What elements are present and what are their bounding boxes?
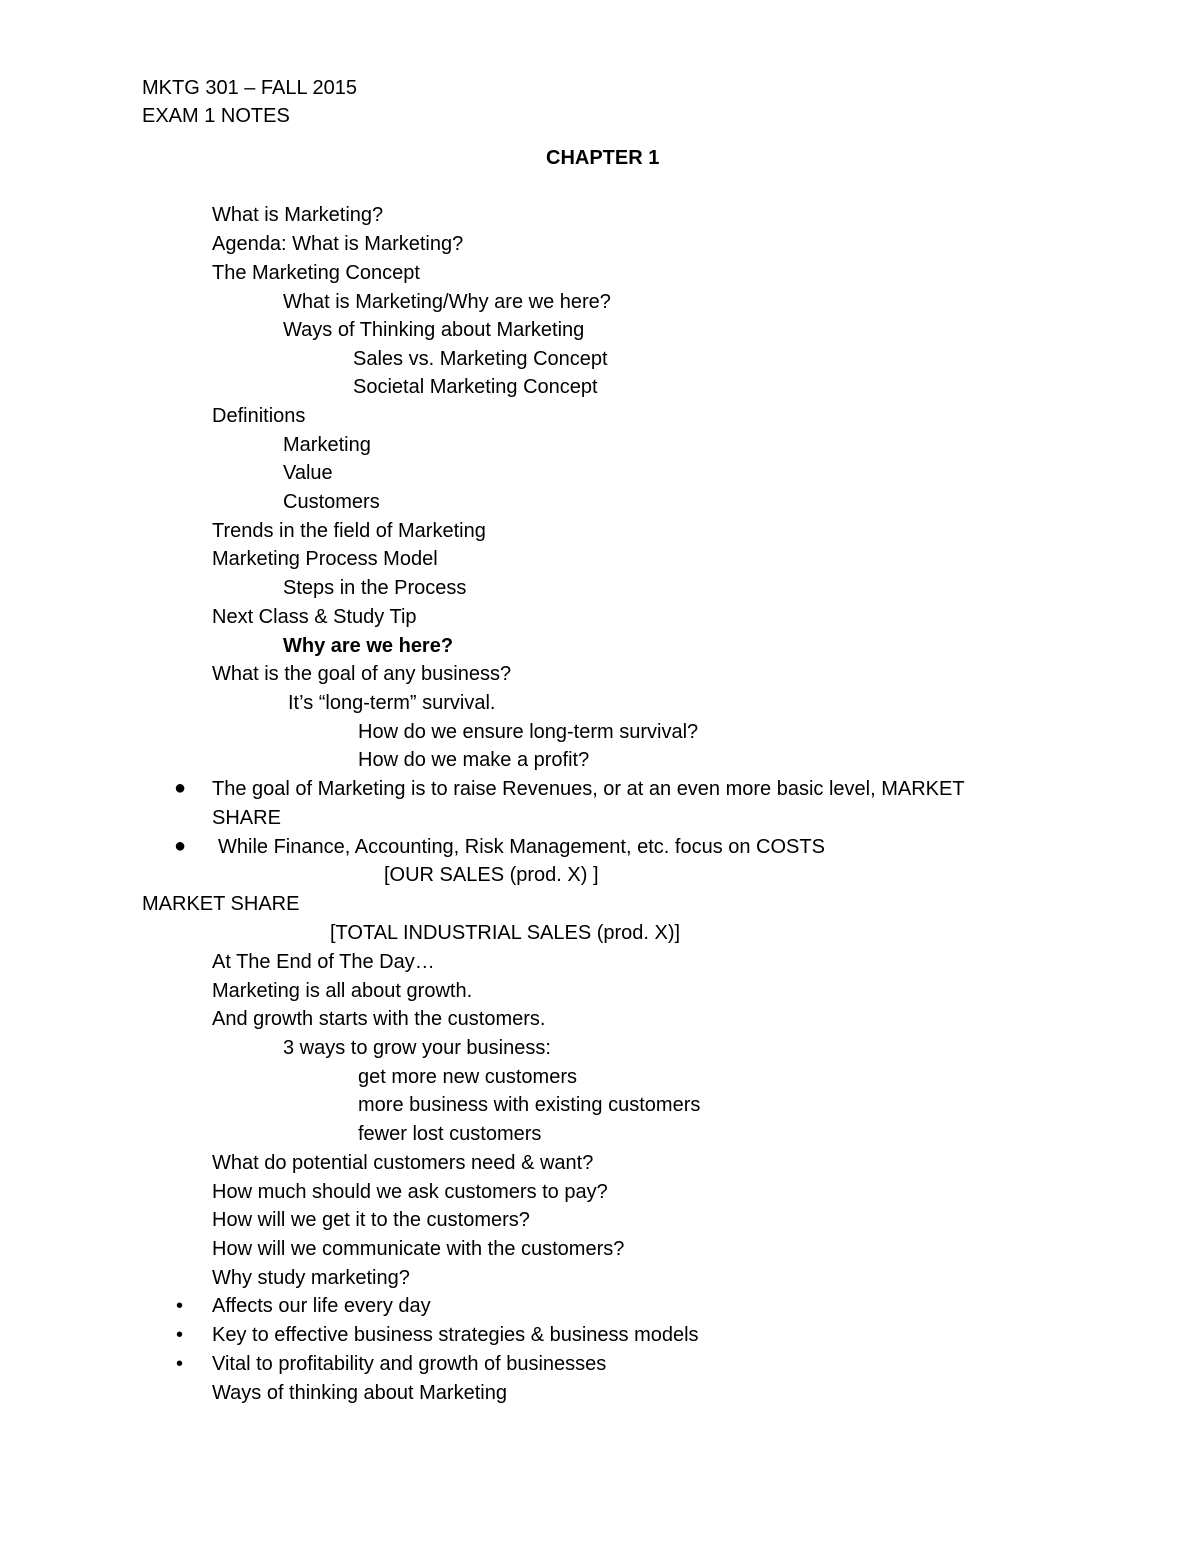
- bullet-text: SHARE: [212, 807, 281, 829]
- text-line: 3 ways to grow your business:: [283, 1037, 551, 1059]
- bullet-icon: •: [176, 1353, 184, 1375]
- outline-item: Trends in the field of Marketing: [212, 520, 486, 542]
- outline-subitem: Value: [283, 462, 333, 484]
- outline-subitem: Customers: [283, 491, 380, 513]
- outline-item: Marketing Process Model: [212, 548, 438, 570]
- text-line: What is the goal of any business?: [212, 663, 512, 685]
- chapter-heading: CHAPTER 1: [546, 147, 660, 169]
- bullet-icon: •: [176, 1295, 184, 1317]
- bullet-text: The goal of Marketing is to raise Revenues, or at an even more basic level, MARKET: [212, 778, 965, 800]
- bullet-icon: ●: [174, 777, 187, 799]
- text-line: Ways of thinking about Marketing: [212, 1382, 507, 1404]
- list-item: more business with existing customers: [358, 1094, 701, 1116]
- outline-subsubitem: Sales vs. Marketing Concept: [353, 348, 608, 370]
- text-line: How will we communicate with the customers?: [212, 1238, 625, 1260]
- bullet-icon: ●: [174, 835, 187, 857]
- section-heading: Why are we here?: [283, 635, 454, 657]
- formula-label: MARKET SHARE: [142, 893, 300, 915]
- bullet-text: Key to effective business strategies & business models: [212, 1324, 699, 1346]
- bullet-text: While Finance, Accounting, Risk Management, etc. focus on COSTS: [218, 836, 825, 858]
- document-subtitle: EXAM 1 NOTES: [142, 105, 290, 127]
- text-line: What do potential customers need & want?: [212, 1152, 594, 1174]
- text-line: How do we make a profit?: [358, 749, 590, 771]
- outline-item: Agenda: What is Marketing?: [212, 233, 464, 255]
- text-line: Why study marketing?: [212, 1267, 410, 1289]
- bullet-text: Vital to profitability and growth of businesses: [212, 1353, 607, 1375]
- formula-denominator: [TOTAL INDUSTRIAL SALES (prod. X)]: [330, 922, 681, 944]
- outline-item: Definitions: [212, 405, 306, 427]
- list-item: get more new customers: [358, 1066, 577, 1088]
- bullet-icon: •: [176, 1324, 184, 1346]
- outline-subitem: Ways of Thinking about Marketing: [283, 319, 585, 341]
- course-title: MKTG 301 – FALL 2015: [142, 77, 357, 99]
- text-line: How much should we ask customers to pay?: [212, 1181, 608, 1203]
- text-line: It’s “long-term” survival.: [288, 692, 496, 714]
- bullet-text: Affects our life every day: [212, 1295, 431, 1317]
- text-line: At The End of The Day…: [212, 951, 435, 973]
- text-line: Marketing is all about growth.: [212, 980, 473, 1002]
- formula-numerator: [OUR SALES (prod. X) ]: [384, 864, 599, 886]
- text-line: And growth starts with the customers.: [212, 1008, 546, 1030]
- outline-subsubitem: Societal Marketing Concept: [353, 376, 598, 398]
- outline-subitem: Steps in the Process: [283, 577, 467, 599]
- outline-subitem: What is Marketing/Why are we here?: [283, 291, 611, 313]
- outline-item: What is Marketing?: [212, 204, 384, 226]
- outline-item: The Marketing Concept: [212, 262, 420, 284]
- outline-subitem: Marketing: [283, 434, 371, 456]
- outline-item: Next Class & Study Tip: [212, 606, 417, 628]
- text-line: How will we get it to the customers?: [212, 1209, 530, 1231]
- text-line: How do we ensure long-term survival?: [358, 721, 699, 743]
- list-item: fewer lost customers: [358, 1123, 542, 1145]
